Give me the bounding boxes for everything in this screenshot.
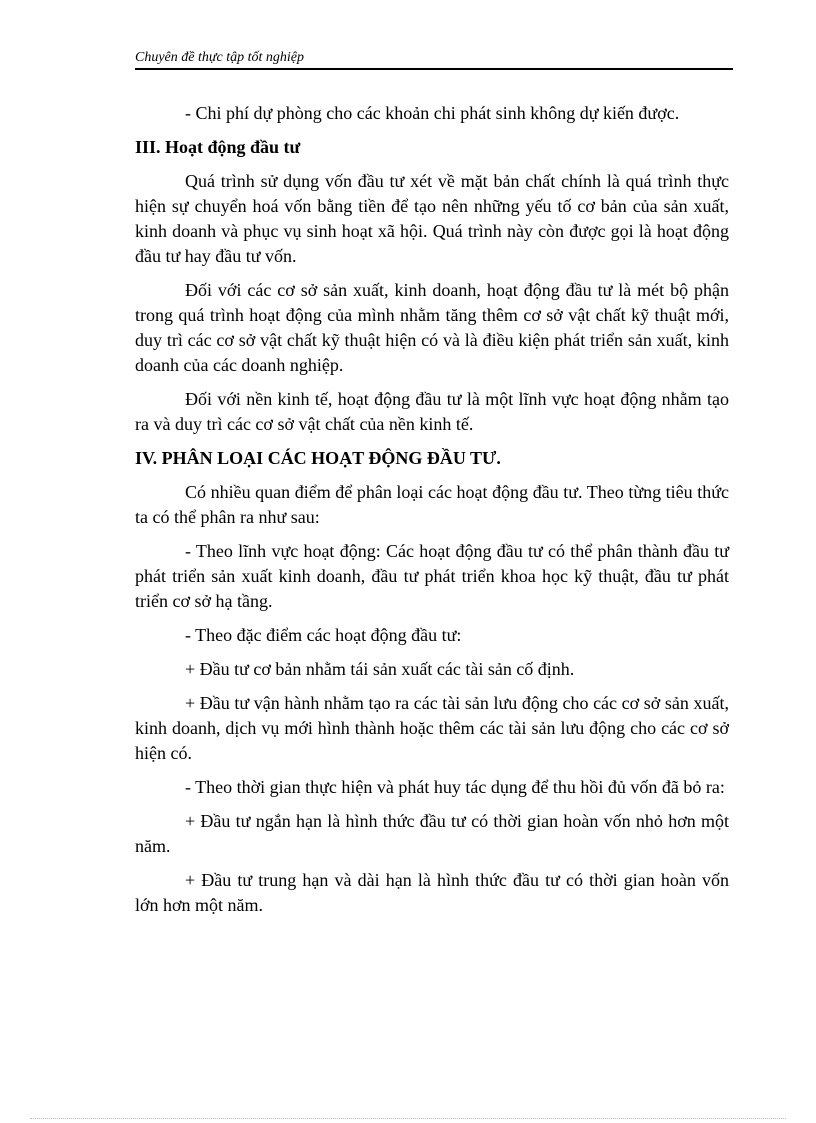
paragraph-medium-long-term: + Đầu tư trung hạn và dài hạn là hình thức đầu tư có thời gian hoàn vốn lớn hơn một năm. [135,870,729,915]
paragraph-business-investment: Đối với các cơ sở sản xuất, kinh doanh, hoạt động đầu tư là mét bộ phận trong quá trình hoạt động của mình nhằm tăng thêm cơ sở vật chất kỹ thuật mới, duy trì các cơ sở vật chất kỹ thuật hiện có và là điều kiện phát triển sản xuất, kinh doanh của các doanh nghiệp. [135,280,729,375]
paragraph-contingency-costs: - Chi phí dự phòng cho các khoản chi phát sinh không dự kiến được. [185,103,680,123]
paragraph-classification-intro: Có nhiều quan điểm để phân loại các hoạt động đầu tư. Theo từng tiêu thức ta có thể phân ra như sau: [135,482,729,527]
paragraph-operating-investment: + Đầu tư vận hành nhằm tạo ra các tài sản lưu động cho các cơ sở sản xuất, kinh doanh, dịch vụ mới hình thành hoặc thêm các tài sản lưu động cho các cơ sở hiện có. [135,693,729,763]
paragraph-by-time: - Theo thời gian thực hiện và phát huy tác dụng để thu hồi đủ vốn đã bỏ ra: [185,777,725,797]
paragraph-economy-investment: Đối với nền kinh tế, hoạt động đầu tư là một lĩnh vực hoạt động nhằm tạo ra và duy trì các cơ sở vật chất của nền kinh tế. [135,389,729,434]
paragraph-short-term: + Đầu tư ngắn hạn là hình thức đầu tư có thời gian hoàn vốn nhỏ hơn một năm. [135,811,729,856]
section-heading-classification: IV. PHÂN LOẠI CÁC HOẠT ĐỘNG ĐẦU TƯ. [135,448,501,468]
document-body [135,101,729,927]
header-title: Chuyên đề thực tập tốt nghiệp [135,50,304,65]
section-heading-investment-activity: III. Hoạt động đầu tư [135,137,301,157]
paragraph-by-field: - Theo lĩnh vực hoạt động: Các hoạt động đầu tư có thể phân thành đầu tư phát triển sản xuất kinh doanh, đầu tư phát triển khoa học kỹ thuật, đầu tư phát triển cơ sở hạ tầng. [135,541,729,611]
page-bottom-divider [30,1118,786,1119]
paragraph-investment-process: Quá trình sử dụng vốn đầu tư xét về mặt bản chất chính là quá trình thực hiện sự chuyển hoá vốn bằng tiền để tạo nên những yếu tố cơ bản của sản xuất, kinh doanh và phục vụ sinh hoạt xã hội. Quá trình này còn được gọi là hoạt động đầu tư hay đầu tư vốn. [135,171,729,266]
page-header [135,50,733,70]
paragraph-basic-investment: + Đầu tư cơ bản nhằm tái sản xuất các tài sản cố định. [185,659,575,679]
paragraph-by-characteristics: - Theo đặc điểm các hoạt động đầu tư: [185,625,462,645]
